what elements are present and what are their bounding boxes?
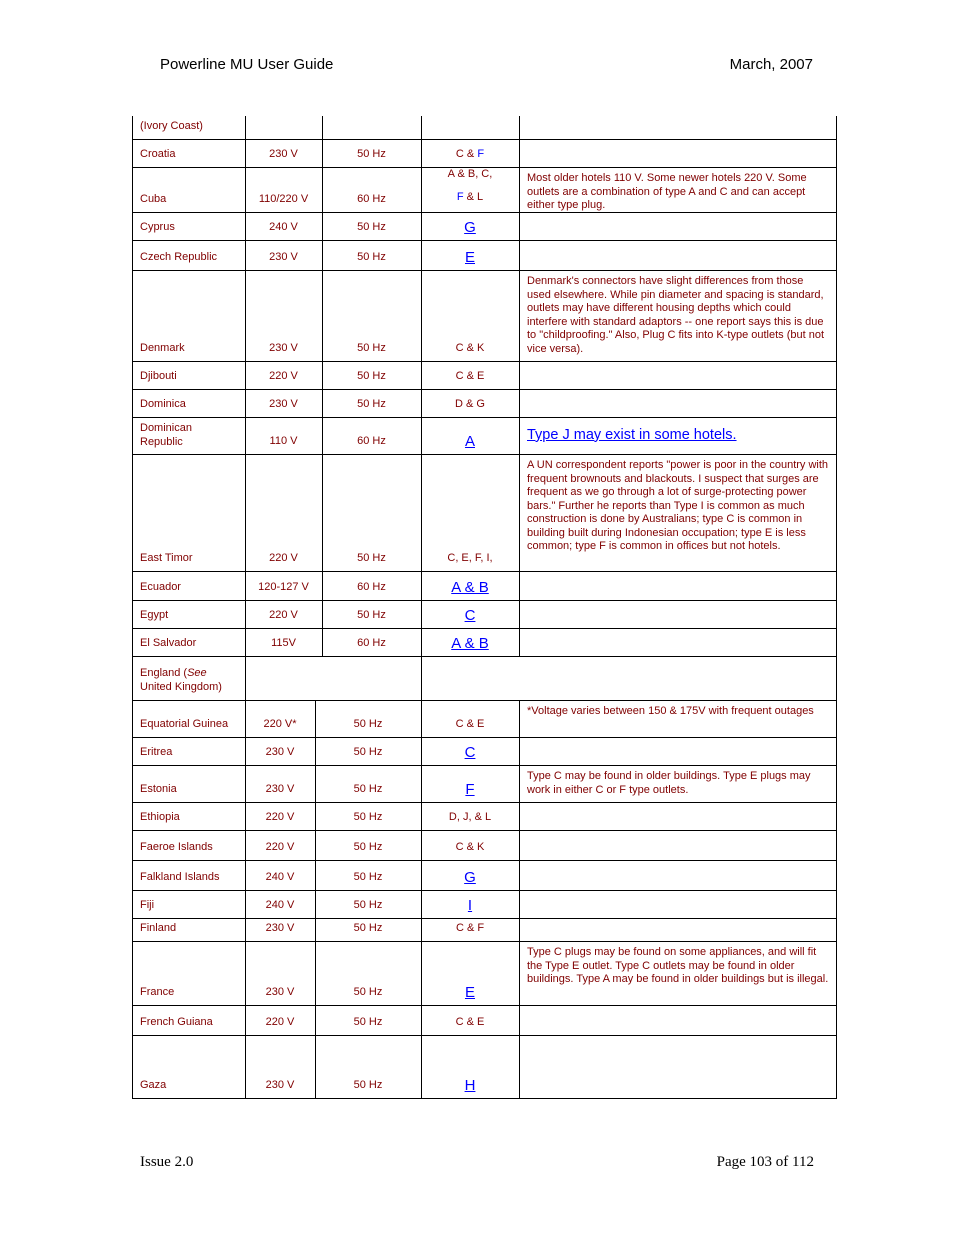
notes-text: *Voltage varies between 150 & 175V with frequent outages <box>527 705 814 717</box>
country-name: Djibouti <box>140 369 177 382</box>
frequency-value: 50 Hz <box>353 985 383 998</box>
frequency-cell <box>322 361 421 389</box>
voltage-cell <box>245 389 322 417</box>
voltage-value: 230 V <box>269 341 298 354</box>
voltage-value: 230 V <box>265 782 295 795</box>
plug-cell <box>421 700 519 737</box>
frequency-value: 50 Hz <box>357 220 386 233</box>
voltage-cell <box>245 270 322 361</box>
notes-cell <box>519 830 836 860</box>
plug-cell <box>421 571 519 600</box>
voltage-cell <box>245 890 315 918</box>
cell-text: England ( <box>140 667 188 679</box>
frequency-cell <box>322 389 421 417</box>
country-name: Falkland Islands <box>140 870 220 883</box>
voltage-cell <box>245 167 322 212</box>
frequency-cell <box>322 628 421 656</box>
frequency-cell <box>315 765 421 802</box>
frequency-value: 50 Hz <box>353 921 383 934</box>
country-name: Ecuador <box>140 580 181 593</box>
voltage-cell <box>245 116 322 139</box>
voltage-value: 220 V <box>269 551 298 564</box>
plug-cell <box>421 270 519 361</box>
country-cell <box>132 941 245 1005</box>
frequency-cell <box>322 571 421 600</box>
country-name: Estonia <box>140 782 177 795</box>
notes-cell <box>519 240 836 270</box>
country-name: Finland <box>140 921 177 934</box>
country-name: Eritrea <box>140 745 173 758</box>
notes-cell <box>519 700 836 737</box>
notes-text: Type C plugs may be found on some appliances, and will fit the Type E outlet. Type C outlets may be found in older buildings. Type A may be found in older buildings but is illegal. <box>527 946 829 985</box>
notes-cell <box>519 389 836 417</box>
voltage-value: 240 V <box>265 898 295 911</box>
plug-cell <box>421 167 519 212</box>
notes-cell <box>519 1005 836 1035</box>
notes-cell <box>519 918 836 941</box>
notes-cell <box>519 571 836 600</box>
voltage-value: 220 V <box>265 810 295 823</box>
notes-text: A UN correspondent reports "power is poor in the country with frequent brownouts and blackouts. I suspect that surges are frequent as we go through a lot of surge-protecting power bars." Further he reports than Type I is common as much construction is done by Australians; type C is common in building built during Indonesian occupation; type E is less common; type F is common in offices but not hotels. <box>527 459 829 552</box>
country-cell <box>132 417 245 454</box>
plug-type <box>457 191 483 205</box>
frequency-value: 50 Hz <box>357 341 386 354</box>
plug-cell <box>421 628 519 656</box>
voltage-cell <box>245 1005 315 1035</box>
voltage-value: 110/220 V <box>258 192 309 205</box>
frequency-value: 60 Hz <box>357 580 386 593</box>
plug-type-link[interactable]: E <box>464 984 475 1001</box>
plug-type-link[interactable]: G <box>464 219 476 236</box>
country-cell <box>132 918 245 941</box>
voltage-cell <box>245 628 322 656</box>
country-name: Dominica <box>140 397 186 410</box>
plug-type: D & G <box>455 397 485 410</box>
country-name: Croatia <box>140 147 176 160</box>
country-name: Cyprus <box>140 220 175 233</box>
plug-type: C & E <box>455 717 485 730</box>
voltage-cell <box>245 737 315 765</box>
country-name: Denmark <box>140 341 185 354</box>
voltage-value: 110 V <box>269 434 298 447</box>
notes-cell <box>519 890 836 918</box>
plug-letter: & L <box>463 190 484 203</box>
frequency-cell <box>315 830 421 860</box>
plug-type-link[interactable]: A <box>464 433 475 450</box>
country-name: Ethiopia <box>140 810 180 823</box>
country-name: French Guiana <box>140 1015 213 1028</box>
frequency-value: 60 Hz <box>357 434 386 447</box>
country-cell <box>132 270 245 361</box>
voltage-value: 230 V <box>265 921 295 934</box>
country-name: Dominican Republic <box>140 422 192 448</box>
country-name: Gaza <box>140 1078 167 1091</box>
frequency-cell <box>315 1005 421 1035</box>
plug-type-link[interactable]: F <box>465 781 475 798</box>
voltage-cell <box>245 571 322 600</box>
plug-cell <box>421 139 519 167</box>
frequency-value: 50 Hz <box>353 870 383 883</box>
frequency-value: 50 Hz <box>353 745 383 758</box>
country-cell <box>132 1005 245 1035</box>
country-cell <box>132 389 245 417</box>
voltage-value: 220 V <box>269 608 298 621</box>
plug-type: A & B, C, <box>447 168 493 180</box>
frequency-cell <box>322 454 421 571</box>
voltage-value: 240 V <box>265 870 295 883</box>
notes-cell <box>519 600 836 628</box>
country-name: Egypt <box>140 608 169 621</box>
plug-cell <box>421 212 519 240</box>
plug-cell <box>421 600 519 628</box>
frequency-cell <box>322 116 421 139</box>
plug-type-link[interactable]: I <box>467 897 473 914</box>
frequency-cell <box>315 860 421 890</box>
plug-cell <box>421 890 519 918</box>
plug-type-link[interactable]: C <box>464 607 476 624</box>
plug-type-link[interactable]: H <box>464 1077 476 1094</box>
voltage-cell <box>245 454 322 571</box>
frequency-cell <box>315 737 421 765</box>
voltage-value: 115V <box>271 636 296 649</box>
notes-cell <box>519 765 836 802</box>
voltage-value: 230 V <box>265 745 295 758</box>
plug-type-link[interactable]: C <box>464 744 476 761</box>
notes-cell <box>519 454 836 571</box>
cell-text: C & <box>455 147 478 160</box>
notes-text: Type C may be found in older buildings. Type E plugs may work in either C or F type outlets. <box>527 770 811 796</box>
voltage-cell <box>245 830 315 860</box>
frequency-value: 50 Hz <box>353 840 383 853</box>
document-date: March, 2007 <box>729 56 813 73</box>
country-cell <box>132 830 245 860</box>
notes-cell <box>519 361 836 389</box>
voltage-cell <box>245 941 315 1005</box>
plug-cell <box>421 389 519 417</box>
plug-type-link[interactable]: A & B <box>451 579 489 596</box>
notes-cell <box>519 270 836 361</box>
document-title: Powerline MU User Guide <box>160 56 334 73</box>
country-cell <box>132 116 245 139</box>
notes-cell <box>519 116 836 139</box>
country-cell <box>132 860 245 890</box>
country-cell <box>132 765 245 802</box>
country-name: Faeroe Islands <box>140 840 213 853</box>
frequency-cell <box>315 802 421 830</box>
voltage-value: 240 V <box>269 220 298 233</box>
country-cell <box>132 656 245 700</box>
voltage-cell <box>245 802 315 830</box>
plug-type: C & E <box>455 369 485 382</box>
frequency-cell <box>322 270 421 361</box>
notes-cell <box>519 941 836 1005</box>
table-rule <box>421 656 422 700</box>
voltage-cell <box>245 240 322 270</box>
frequency-cell <box>315 890 421 918</box>
frequency-cell <box>322 417 421 454</box>
frequency-value: 50 Hz <box>357 250 386 263</box>
frequency-value: 50 Hz <box>353 717 383 730</box>
plug-type-link[interactable]: A & B <box>451 635 489 652</box>
plug-type: C, E, F, I, <box>447 551 493 564</box>
plug-cell <box>421 941 519 1005</box>
plug-type-link[interactable]: E <box>464 249 475 266</box>
notes-cell <box>519 860 836 890</box>
country-cell <box>132 1035 245 1098</box>
plug-type: C & F <box>455 921 485 934</box>
country-cell <box>132 240 245 270</box>
country-name: Fiji <box>140 898 155 911</box>
plug-cell <box>421 830 519 860</box>
voltage-cell <box>245 600 322 628</box>
voltage-value: 230 V <box>269 250 298 263</box>
frequency-cell <box>322 600 421 628</box>
plug-cell <box>421 417 519 454</box>
country-cell <box>132 737 245 765</box>
country-cell <box>132 454 245 571</box>
country-cell <box>132 802 245 830</box>
voltage-cell <box>245 212 322 240</box>
frequency-value: 50 Hz <box>357 147 386 160</box>
plug-cell <box>421 918 519 941</box>
plug-cell <box>421 240 519 270</box>
frequency-value: 50 Hz <box>357 369 386 382</box>
frequency-cell <box>315 918 421 941</box>
frequency-value: 50 Hz <box>357 397 386 410</box>
country-name: El Salvador <box>140 636 197 649</box>
country-name: Cuba <box>140 192 167 205</box>
plug-cell <box>421 1005 519 1035</box>
plug-cell <box>421 802 519 830</box>
table-rule <box>132 1098 837 1099</box>
notes-text: Denmark's connectors have slight differences from those used elsewhere. While pin diameter and spacing is standard, outlets may have different housing depths which could interfere with standard adaptors -- one report says this is due to "childproofing." Also, Plug C fits into K-type outlets (but not vice versa). <box>527 275 825 355</box>
plug-type-link[interactable]: G <box>464 869 476 886</box>
notes-cell <box>519 737 836 765</box>
frequency-value: 50 Hz <box>353 898 383 911</box>
plug-letter: F <box>456 190 464 203</box>
country-cell <box>132 890 245 918</box>
voltage-cell <box>245 1035 315 1098</box>
plug-cell <box>421 765 519 802</box>
voltage-cell <box>245 139 322 167</box>
frequency-cell <box>322 139 421 167</box>
frequency-value: 60 Hz <box>357 192 386 205</box>
country-name: Czech Republic <box>140 250 218 263</box>
plug-cell <box>421 361 519 389</box>
voltage-cell <box>245 700 315 737</box>
country-cell <box>132 139 245 167</box>
frequency-cell <box>322 240 421 270</box>
cell-text: See <box>187 667 207 679</box>
voltage-cell <box>245 765 315 802</box>
table-rule <box>245 656 246 700</box>
plug-cell <box>421 116 519 139</box>
country-cell <box>132 571 245 600</box>
country-text <box>140 667 245 694</box>
notes-cell <box>519 167 836 212</box>
voltage-value: 220 V <box>265 1015 295 1028</box>
frequency-cell <box>322 212 421 240</box>
plug-type: C & K <box>455 341 485 354</box>
voltage-value: 230 V <box>269 147 298 160</box>
plug-type <box>456 148 484 162</box>
frequency-cell <box>315 700 421 737</box>
frequency-value: 50 Hz <box>353 810 383 823</box>
voltage-value: 220 V <box>269 369 298 382</box>
plug-type: C & E <box>455 1015 485 1028</box>
country-cell <box>132 700 245 737</box>
plug-type: C & K <box>455 840 485 853</box>
notes-cell <box>519 417 836 454</box>
frequency-value: 50 Hz <box>357 608 386 621</box>
plug-cell <box>421 737 519 765</box>
frequency-value: 50 Hz <box>353 1078 383 1091</box>
notes-cell <box>519 1035 836 1098</box>
notes-cell <box>519 802 836 830</box>
country-name: Equatorial Guinea <box>140 717 229 730</box>
voltage-cell <box>245 361 322 389</box>
voltage-cell <box>245 417 322 454</box>
country-cell <box>132 361 245 389</box>
notes-cell <box>519 212 836 240</box>
voltage-cell <box>245 918 315 941</box>
frequency-value: 50 Hz <box>353 1015 383 1028</box>
country-cell <box>132 212 245 240</box>
frequency-value: 50 Hz <box>353 782 383 795</box>
page-number: Page 103 of 112 <box>716 1154 814 1170</box>
country-cell <box>132 167 245 212</box>
frequency-cell <box>315 941 421 1005</box>
frequency-value: 60 Hz <box>357 636 386 649</box>
issue-label: Issue 2.0 <box>140 1154 194 1170</box>
voltage-value: 220 V <box>265 840 295 853</box>
plug-type: D, J, & L <box>448 810 492 823</box>
frequency-cell <box>315 1035 421 1098</box>
frequency-cell <box>322 167 421 212</box>
frequency-value: 50 Hz <box>357 551 386 564</box>
voltage-value: 230 V <box>265 1078 295 1091</box>
plug-cell <box>421 1035 519 1098</box>
voltage-value: 220 V* <box>263 717 297 730</box>
country-cell <box>132 628 245 656</box>
country-name: East Timor <box>140 551 193 564</box>
cell-text: F <box>477 147 485 160</box>
voltage-value: 120-127 V <box>258 580 309 593</box>
country-name: (Ivory Coast) <box>140 119 203 132</box>
notes-cell <box>519 139 836 167</box>
voltage-cell <box>245 860 315 890</box>
cell-text: United Kingdom) <box>140 680 222 693</box>
plug-cell <box>421 860 519 890</box>
country-name: France <box>140 985 175 998</box>
table-rule <box>836 116 837 1099</box>
country-cell <box>132 600 245 628</box>
voltage-value: 230 V <box>269 397 298 410</box>
notes-link[interactable]: Type J may exist in some hotels. <box>527 426 737 443</box>
voltage-value: 230 V <box>265 985 295 998</box>
notes-text: Most older hotels 110 V. Some newer hotels 220 V. Some outlets are a combination of type A and C and can accept either type plug. <box>527 172 807 211</box>
notes-cell <box>519 628 836 656</box>
plug-cell <box>421 454 519 571</box>
